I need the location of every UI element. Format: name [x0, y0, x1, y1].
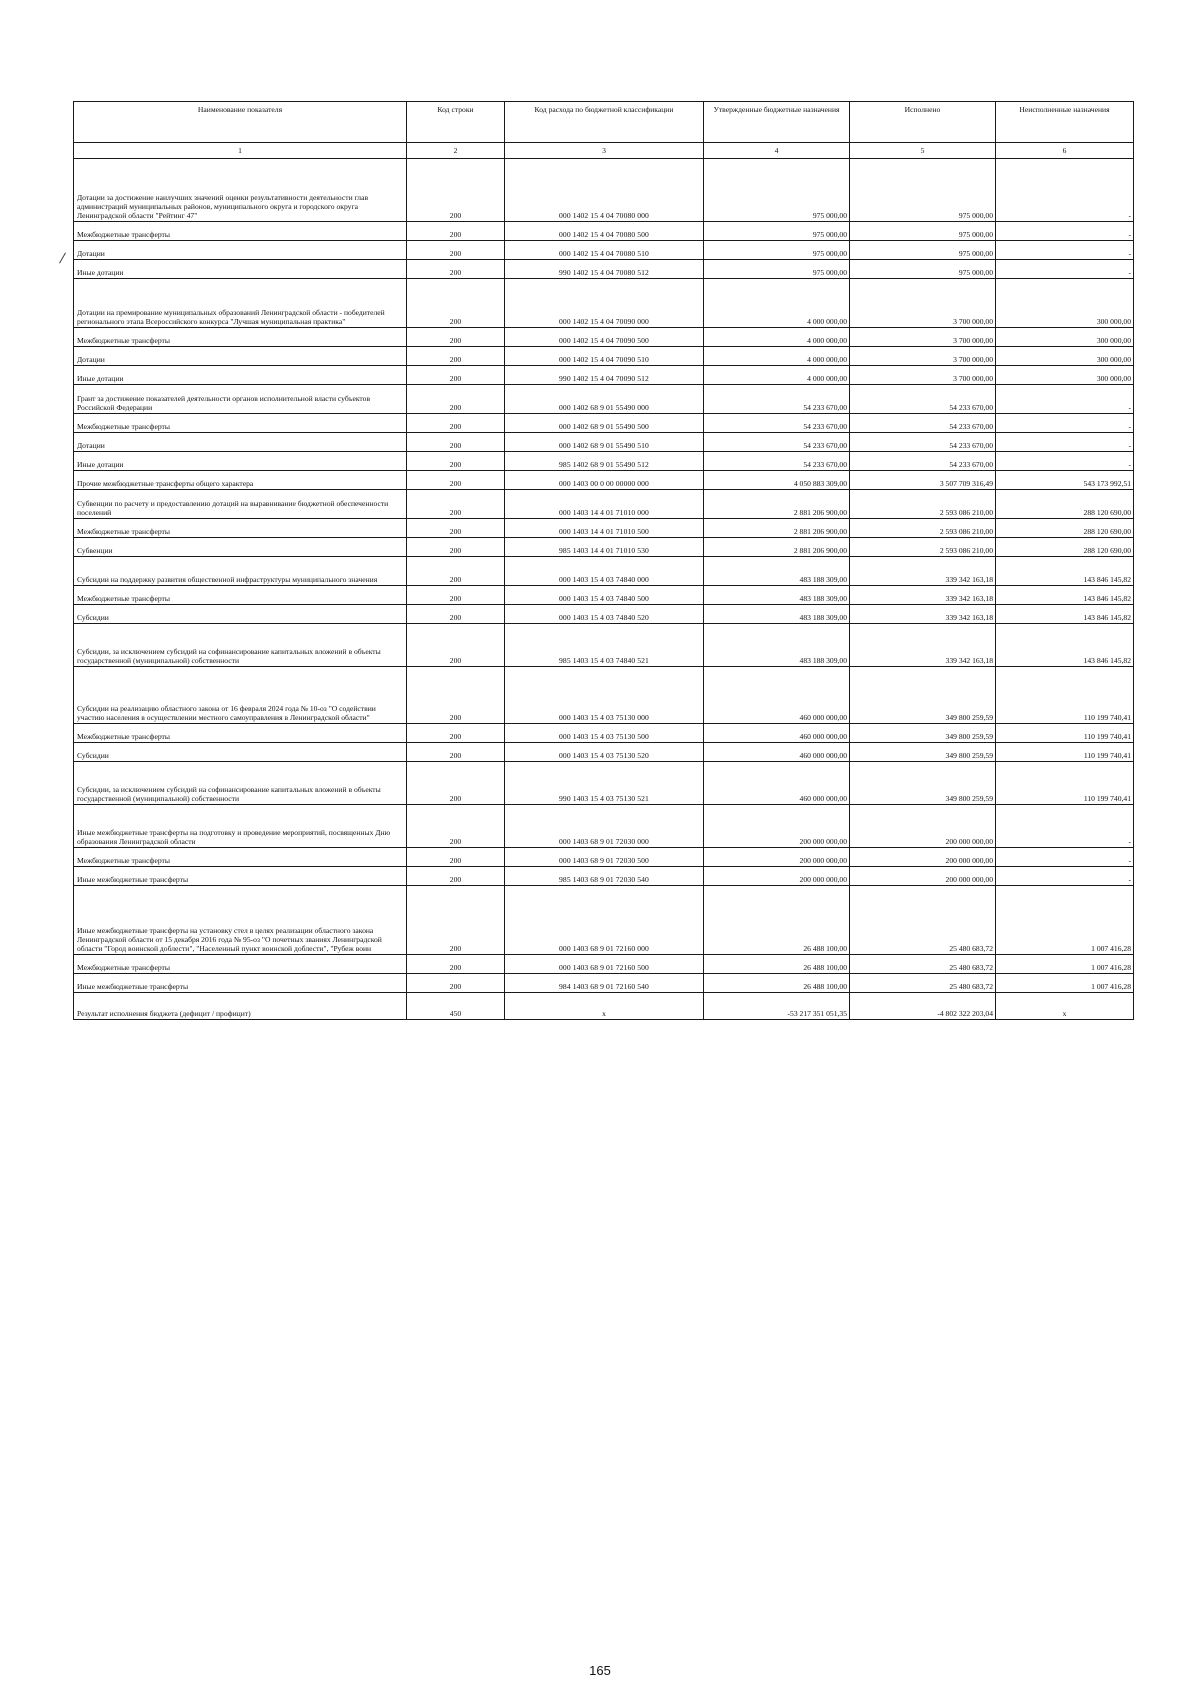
row-executed: 3 700 000,00 — [850, 279, 996, 328]
row-executed: 25 480 683,72 — [850, 886, 996, 955]
row-budget-code: 000 1402 15 4 04 70080 510 — [505, 241, 704, 260]
row-unexecuted: 1 007 416,28 — [996, 955, 1134, 974]
row-line-code: 200 — [407, 605, 505, 624]
table-row — [74, 724, 1134, 743]
row-approved: 4 000 000,00 — [704, 366, 850, 385]
table-row — [74, 974, 1134, 993]
table-row — [74, 347, 1134, 366]
row-budget-code: 000 1403 68 9 01 72030 500 — [505, 848, 704, 867]
column-number: 3 — [505, 143, 704, 159]
row-executed: 25 480 683,72 — [850, 955, 996, 974]
row-line-code: 200 — [407, 328, 505, 347]
row-approved: 483 188 309,00 — [704, 624, 850, 667]
row-unexecuted: - — [996, 241, 1134, 260]
table-row — [74, 848, 1134, 867]
row-unexecuted: x — [996, 993, 1134, 1020]
table-row — [74, 519, 1134, 538]
row-name: Иные дотации — [74, 452, 407, 471]
row-line-code: 200 — [407, 222, 505, 241]
row-budget-code: 000 1402 68 9 01 55490 500 — [505, 414, 704, 433]
row-name: Субсидии на поддержку развития общественной инфраструктуры муниципального значения — [74, 557, 407, 586]
row-budget-code: 000 1403 14 4 01 71010 000 — [505, 490, 704, 519]
row-budget-code: 000 1403 68 9 01 72030 000 — [505, 805, 704, 848]
row-approved: 200 000 000,00 — [704, 805, 850, 848]
row-unexecuted: 300 000,00 — [996, 366, 1134, 385]
row-line-code: 200 — [407, 848, 505, 867]
row-approved: 4 000 000,00 — [704, 328, 850, 347]
row-approved: 483 188 309,00 — [704, 586, 850, 605]
row-name: Иные межбюджетные трансферты на установку стел в целях реализации областного закона Ленинградской области от 15 декабря 2016 года № 95-оз "О почетных званиях Ленинградской области "Город воинской доблести", "Населенный пункт воинской доблести", "Рубеж воин — [74, 886, 407, 955]
table-row — [74, 452, 1134, 471]
row-budget-code: 000 1403 00 0 00 00000 000 — [505, 471, 704, 490]
row-budget-code: 000 1403 68 9 01 72160 000 — [505, 886, 704, 955]
row-approved: 2 881 206 900,00 — [704, 538, 850, 557]
table-row — [74, 586, 1134, 605]
row-executed: -4 802 322 203,04 — [850, 993, 996, 1020]
table-row — [74, 328, 1134, 347]
row-approved: 460 000 000,00 — [704, 762, 850, 805]
row-budget-code: 000 1403 15 4 03 75130 500 — [505, 724, 704, 743]
scan-mark — [59, 253, 66, 264]
row-budget-code: 990 1403 15 4 03 75130 521 — [505, 762, 704, 805]
row-line-code: 200 — [407, 414, 505, 433]
row-executed: 2 593 086 210,00 — [850, 490, 996, 519]
row-line-code: 200 — [407, 452, 505, 471]
row-name: Межбюджетные трансферты — [74, 414, 407, 433]
column-number: 6 — [996, 143, 1134, 159]
table-row — [74, 955, 1134, 974]
row-name: Межбюджетные трансферты — [74, 848, 407, 867]
table-row — [74, 414, 1134, 433]
table-body — [74, 143, 1134, 1020]
row-unexecuted: 288 120 690,00 — [996, 490, 1134, 519]
row-approved: 200 000 000,00 — [704, 848, 850, 867]
row-line-code: 200 — [407, 241, 505, 260]
row-approved: 26 488 100,00 — [704, 955, 850, 974]
row-approved: 4 000 000,00 — [704, 279, 850, 328]
row-approved: 2 881 206 900,00 — [704, 490, 850, 519]
row-line-code: 200 — [407, 347, 505, 366]
column-number: 5 — [850, 143, 996, 159]
row-line-code: 200 — [407, 538, 505, 557]
row-unexecuted: 543 173 992,51 — [996, 471, 1134, 490]
row-line-code: 200 — [407, 519, 505, 538]
row-line-code: 200 — [407, 471, 505, 490]
row-approved: 2 881 206 900,00 — [704, 519, 850, 538]
table-row — [74, 557, 1134, 586]
row-name: Результат исполнения бюджета (дефицит / профицит) — [74, 993, 407, 1020]
row-budget-code: 000 1403 14 4 01 71010 500 — [505, 519, 704, 538]
row-executed: 339 342 163,18 — [850, 605, 996, 624]
table-row — [74, 667, 1134, 724]
row-unexecuted: 1 007 416,28 — [996, 974, 1134, 993]
row-executed: 3 700 000,00 — [850, 347, 996, 366]
row-unexecuted: - — [996, 848, 1134, 867]
row-approved: 4 000 000,00 — [704, 347, 850, 366]
row-line-code: 200 — [407, 762, 505, 805]
row-approved: 54 233 670,00 — [704, 452, 850, 471]
row-executed: 975 000,00 — [850, 260, 996, 279]
row-executed: 54 233 670,00 — [850, 385, 996, 414]
row-budget-code: 990 1402 15 4 04 70090 512 — [505, 366, 704, 385]
table-row — [74, 805, 1134, 848]
row-approved: 975 000,00 — [704, 222, 850, 241]
row-name: Иные дотации — [74, 260, 407, 279]
row-executed: 3 507 709 316,49 — [850, 471, 996, 490]
row-approved: 54 233 670,00 — [704, 385, 850, 414]
table-row — [74, 222, 1134, 241]
row-name: Дотации — [74, 433, 407, 452]
header-approved: Утвержденные бюджетные назначения — [704, 102, 850, 143]
row-name: Субсидии — [74, 605, 407, 624]
table-row — [74, 762, 1134, 805]
row-budget-code: 984 1403 68 9 01 72160 540 — [505, 974, 704, 993]
table-row — [74, 867, 1134, 886]
row-unexecuted: - — [996, 222, 1134, 241]
row-executed: 54 233 670,00 — [850, 433, 996, 452]
row-executed: 3 700 000,00 — [850, 366, 996, 385]
table-row — [74, 385, 1134, 414]
row-line-code: 200 — [407, 867, 505, 886]
row-approved: 460 000 000,00 — [704, 724, 850, 743]
row-name: Субсидии, за исключением субсидий на софинансирование капитальных вложений в объекты государственной (муниципальной) собственности — [74, 762, 407, 805]
row-approved: 4 050 883 309,00 — [704, 471, 850, 490]
table-row — [74, 260, 1134, 279]
row-executed: 54 233 670,00 — [850, 452, 996, 471]
row-executed: 54 233 670,00 — [850, 414, 996, 433]
row-unexecuted: 110 199 740,41 — [996, 762, 1134, 805]
row-name: Субвенции по расчету и предоставлению дотаций на выравнивание бюджетной обеспеченности поселений — [74, 490, 407, 519]
row-budget-code: x — [505, 993, 704, 1020]
row-unexecuted: 110 199 740,41 — [996, 724, 1134, 743]
table-row — [74, 471, 1134, 490]
row-unexecuted: 110 199 740,41 — [996, 667, 1134, 724]
row-budget-code: 000 1403 15 4 03 74840 000 — [505, 557, 704, 586]
row-name: Субвенции — [74, 538, 407, 557]
row-unexecuted: - — [996, 385, 1134, 414]
row-line-code: 200 — [407, 974, 505, 993]
row-unexecuted: 300 000,00 — [996, 328, 1134, 347]
row-unexecuted: 288 120 690,00 — [996, 538, 1134, 557]
row-unexecuted: 110 199 740,41 — [996, 743, 1134, 762]
row-line-code: 200 — [407, 724, 505, 743]
row-approved: -53 217 351 051,35 — [704, 993, 850, 1020]
row-line-code: 200 — [407, 624, 505, 667]
column-number-row — [74, 143, 1134, 159]
row-budget-code: 000 1402 15 4 04 70080 500 — [505, 222, 704, 241]
row-approved: 26 488 100,00 — [704, 974, 850, 993]
row-unexecuted: 143 846 145,82 — [996, 557, 1134, 586]
row-budget-code: 000 1403 15 4 03 74840 500 — [505, 586, 704, 605]
header-line-code: Код строки — [407, 102, 505, 143]
row-line-code: 200 — [407, 159, 505, 222]
row-line-code: 200 — [407, 805, 505, 848]
row-approved: 460 000 000,00 — [704, 667, 850, 724]
row-budget-code: 985 1403 68 9 01 72030 540 — [505, 867, 704, 886]
row-executed: 200 000 000,00 — [850, 867, 996, 886]
row-approved: 54 233 670,00 — [704, 414, 850, 433]
table-row — [74, 538, 1134, 557]
table-row — [74, 159, 1134, 222]
table-row — [74, 433, 1134, 452]
table-row — [74, 241, 1134, 260]
row-line-code: 200 — [407, 366, 505, 385]
row-name: Грант за достижение показателей деятельности органов исполнительной власти субъектов Российской Федерации — [74, 385, 407, 414]
row-name: Иные дотации — [74, 366, 407, 385]
row-budget-code: 000 1403 15 4 03 74840 520 — [505, 605, 704, 624]
row-budget-code: 000 1402 15 4 04 70090 000 — [505, 279, 704, 328]
row-line-code: 200 — [407, 667, 505, 724]
row-budget-code: 000 1403 15 4 03 75130 000 — [505, 667, 704, 724]
table-row — [74, 605, 1134, 624]
row-line-code: 200 — [407, 385, 505, 414]
row-executed: 339 342 163,18 — [850, 624, 996, 667]
table-row — [74, 490, 1134, 519]
row-unexecuted: - — [996, 260, 1134, 279]
row-budget-code: 000 1402 15 4 04 70080 000 — [505, 159, 704, 222]
table-header — [74, 102, 1134, 143]
row-budget-code: 000 1402 68 9 01 55490 000 — [505, 385, 704, 414]
row-executed: 200 000 000,00 — [850, 848, 996, 867]
row-line-code: 200 — [407, 955, 505, 974]
row-name: Межбюджетные трансферты — [74, 724, 407, 743]
table-row — [74, 279, 1134, 328]
row-name: Межбюджетные трансферты — [74, 222, 407, 241]
row-unexecuted: 143 846 145,82 — [996, 605, 1134, 624]
row-executed: 349 800 259,59 — [850, 667, 996, 724]
row-unexecuted: 300 000,00 — [996, 279, 1134, 328]
row-budget-code: 000 1402 15 4 04 70090 510 — [505, 347, 704, 366]
row-budget-code: 985 1402 68 9 01 55490 512 — [505, 452, 704, 471]
row-line-code: 200 — [407, 279, 505, 328]
row-budget-code: 985 1403 14 4 01 71010 530 — [505, 538, 704, 557]
row-name: Прочие межбюджетные трансферты общего характера — [74, 471, 407, 490]
row-name: Межбюджетные трансферты — [74, 586, 407, 605]
row-approved: 200 000 000,00 — [704, 867, 850, 886]
row-unexecuted: - — [996, 805, 1134, 848]
row-approved: 26 488 100,00 — [704, 886, 850, 955]
header-executed: Исполнено — [850, 102, 996, 143]
row-line-code: 200 — [407, 743, 505, 762]
row-executed: 339 342 163,18 — [850, 557, 996, 586]
row-line-code: 200 — [407, 886, 505, 955]
table-row — [74, 743, 1134, 762]
row-name: Дотации на премирование муниципальных образований Ленинградской области - победителей регионального этапа Всероссийского конкурса "Лучшая муниципальная практика" — [74, 279, 407, 328]
row-name: Иные межбюджетные трансферты — [74, 974, 407, 993]
row-name: Иные межбюджетные трансферты на подготовку и проведение мероприятий, посвященных Дню образования Ленинградской области — [74, 805, 407, 848]
row-unexecuted: 1 007 416,28 — [996, 886, 1134, 955]
row-line-code: 200 — [407, 490, 505, 519]
row-executed: 975 000,00 — [850, 241, 996, 260]
row-budget-code: 000 1403 68 9 01 72160 500 — [505, 955, 704, 974]
row-approved: 483 188 309,00 — [704, 557, 850, 586]
row-unexecuted: 300 000,00 — [996, 347, 1134, 366]
row-budget-code: 990 1402 15 4 04 70080 512 — [505, 260, 704, 279]
table-row — [74, 624, 1134, 667]
row-unexecuted: 288 120 690,00 — [996, 519, 1134, 538]
header-name: Наименование показателя — [74, 102, 407, 143]
row-executed: 2 593 086 210,00 — [850, 519, 996, 538]
row-budget-code: 000 1403 15 4 03 75130 520 — [505, 743, 704, 762]
table-row — [74, 366, 1134, 385]
row-executed: 2 593 086 210,00 — [850, 538, 996, 557]
row-unexecuted: - — [996, 159, 1134, 222]
result-row — [74, 993, 1134, 1020]
row-executed: 349 800 259,59 — [850, 762, 996, 805]
row-name: Дотации — [74, 241, 407, 260]
row-unexecuted: 143 846 145,82 — [996, 624, 1134, 667]
row-approved: 54 233 670,00 — [704, 433, 850, 452]
table-row — [74, 886, 1134, 955]
row-name: Иные межбюджетные трансферты — [74, 867, 407, 886]
row-name: Субсидии, за исключением субсидий на софинансирование капитальных вложений в объекты государственной (муниципальной) собственности — [74, 624, 407, 667]
row-name: Межбюджетные трансферты — [74, 955, 407, 974]
row-name: Дотации за достижение наилучших значений оценки результативности деятельности глав администраций муниципальных районов, муниципального округа и городского округа Ленинградской области "Рейтинг 47" — [74, 159, 407, 222]
row-approved: 483 188 309,00 — [704, 605, 850, 624]
row-unexecuted: - — [996, 452, 1134, 471]
page-number: 165 — [589, 1663, 611, 1678]
column-number: 1 — [74, 143, 407, 159]
row-name: Дотации — [74, 347, 407, 366]
row-budget-code: 000 1402 68 9 01 55490 510 — [505, 433, 704, 452]
row-budget-code: 000 1402 15 4 04 70090 500 — [505, 328, 704, 347]
row-executed: 200 000 000,00 — [850, 805, 996, 848]
row-executed: 975 000,00 — [850, 159, 996, 222]
row-line-code: 200 — [407, 433, 505, 452]
row-executed: 349 800 259,59 — [850, 743, 996, 762]
row-line-code: 200 — [407, 557, 505, 586]
row-line-code: 200 — [407, 586, 505, 605]
header-budget-code: Код расхода по бюджетной классификации — [505, 102, 704, 143]
row-approved: 975 000,00 — [704, 241, 850, 260]
row-unexecuted: 143 846 145,82 — [996, 586, 1134, 605]
row-executed: 3 700 000,00 — [850, 328, 996, 347]
row-name: Межбюджетные трансферты — [74, 328, 407, 347]
row-unexecuted: - — [996, 433, 1134, 452]
row-line-code: 200 — [407, 260, 505, 279]
row-name: Субсидии на реализацию областного закона от 16 февраля 2024 года № 10-оз "О содействии участию населения в осуществлении местного самоуправления в Ленинградской области" — [74, 667, 407, 724]
row-line-code: 450 — [407, 993, 505, 1020]
row-unexecuted: - — [996, 414, 1134, 433]
row-name: Межбюджетные трансферты — [74, 519, 407, 538]
row-budget-code: 985 1403 15 4 03 74840 521 — [505, 624, 704, 667]
row-executed: 349 800 259,59 — [850, 724, 996, 743]
header-unexecuted: Неисполненные назначения — [996, 102, 1134, 143]
row-executed: 25 480 683,72 — [850, 974, 996, 993]
row-name: Субсидии — [74, 743, 407, 762]
row-executed: 975 000,00 — [850, 222, 996, 241]
column-number: 2 — [407, 143, 505, 159]
budget-table — [73, 101, 1134, 1020]
row-executed: 339 342 163,18 — [850, 586, 996, 605]
row-unexecuted: - — [996, 867, 1134, 886]
column-number: 4 — [704, 143, 850, 159]
row-approved: 460 000 000,00 — [704, 743, 850, 762]
row-approved: 975 000,00 — [704, 260, 850, 279]
row-approved: 975 000,00 — [704, 159, 850, 222]
